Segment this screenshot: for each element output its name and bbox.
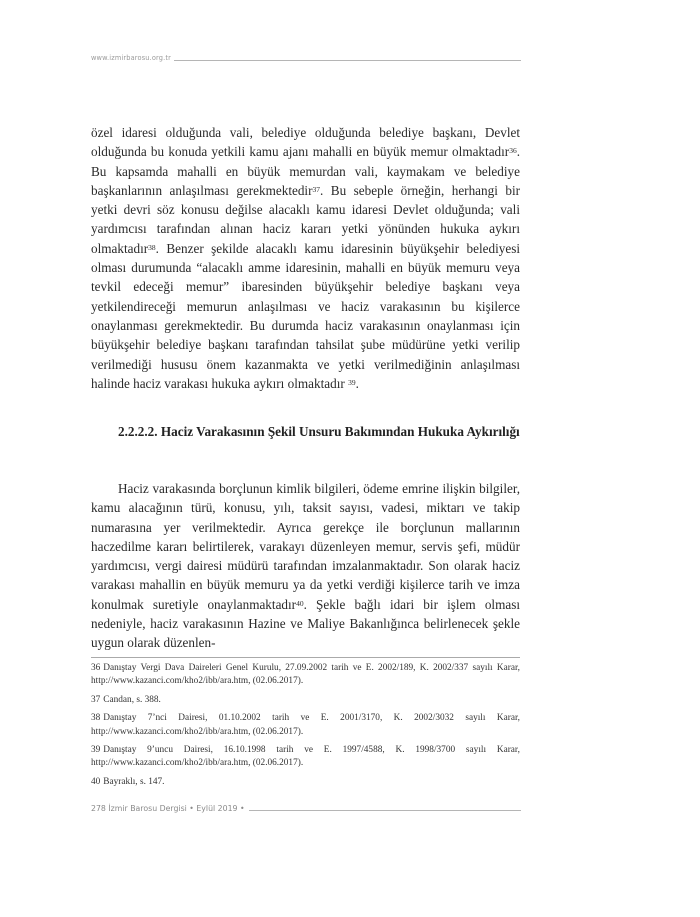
footnote-38 <box>91 712 520 739</box>
text-run: . Bu kapsamda mahalli en büyük memurdan vali, kaymakam ve belediye başkanlarının anlaşılması gerekmektedir <box>91 144 520 198</box>
footnote-ref-39[interactable]: 39 <box>348 377 356 387</box>
page-footer <box>91 805 521 817</box>
text-run: . Bu sebeple örneğin, herhangi bir yetki devri söz konusu değilse alacaklı kamu idaresi Devlet olduğunda; vali yardımcısı tarafından alınan haciz kararı yetki yönünden hukuka aykırı olmaktadır <box>91 182 520 256</box>
footnote-text: Danıştay 9’uncu Dairesi, 16.10.1998 tarih ve E. 1997/4588, K. 1998/3700 sayılı Karar, http://www.kazanci.com/kho2/ibb/ara.htm, (02.06.2017). <box>91 745 520 769</box>
text-run: . Şekle bağlı idari bir işlem olması nedeniyle, haciz varakasının Hazine ve Maliye Bakanlığınca belirlenecek şekle uygun olarak düzenlen- <box>91 596 520 651</box>
footnote-number: 40 <box>91 776 101 787</box>
footer-text: 278 İzmir Barosu Dergisi • Eylül 2019 • <box>91 804 249 813</box>
footnote-36 <box>91 662 520 689</box>
footnotes <box>91 662 520 794</box>
footnote-text: Bayraklı, s. 147. <box>103 776 165 787</box>
footnote-number: 39 <box>91 745 101 756</box>
footnote-rule <box>91 657 520 658</box>
footnote-39 <box>91 744 520 771</box>
footnote-ref-37[interactable]: 37 <box>312 184 320 194</box>
section-heading: 2.2.2.2. Haciz Varakasının Şekil Unsuru Bakımından Hukuka Aykırılığı <box>118 424 520 439</box>
footnote-number: 36 <box>91 663 101 673</box>
footnote-37 <box>91 694 520 707</box>
text-run: . Benzer şekilde alacaklı kamu idaresinin büyükşehir belediyesi olması durumunda “alacaklı amme idaresinin, mahalli en büyük memuru veya tevkil edeceği memur” ibaresinden büyükşehir belediye başkanı veya yetkilendireceği memurun anlaşılması ve haciz varakasının bu kişilerce onaylanması gerekmektedir. Bu durumda haciz varakasının onaylanması için büyükşehir belediye başkanı tarafından tahsilat şube müdürüne yetki verilip verilmediği hususu önem kazanmakta ve yetki verilmediğinin anlaşılması halinde haciz varakası hukuka aykırı olmaktadır <box>91 240 520 391</box>
paragraph-2 <box>91 479 520 653</box>
page-header <box>91 54 521 66</box>
footnote-ref-38[interactable]: 38 <box>148 242 156 252</box>
text-run: Haciz varakasında borçlunun kimlik bilgileri, ödeme emrine ilişkin bilgiler, kamu alacağının türü, konusu, yılı, taksit sayısı, vadesi, miktarı ve takip numarasına yer verilmektedir. Ayrıca gerekçe ile borçlunun mallarının haczedilme kararı belirtilerek, varakayı düzenleyen memur, servis şefi, müdür yardımcısı, vergi dairesi müdürü tarafından imzalanmaktadır. Son olarak haciz varakası mahallin en büyük memuru ya da yetki verdiği kişilerce tarih ve imza konulmak suretiyle onaylanmaktadır <box>91 481 520 612</box>
footnote-ref-36[interactable]: 36 <box>509 146 517 156</box>
footnote-number: 37 <box>91 694 101 705</box>
footnote-text: Candan, s. 388. <box>103 694 161 705</box>
text-run: özel idaresi olduğunda vali, belediye olduğunda belediye başkanı, Devlet olduğunda bu konuda yetkili kamu ajanı mahalli en büyük memur olmaktadır <box>91 125 520 160</box>
footnote-text: Danıştay Vergi Dava Daireleri Genel Kurulu, 27.09.2002 tarih ve E. 2002/189, K. 2002/337 sayılı Karar, http://www.kazanci.com/kho2/ibb/ara.htm, (02.06.2017). <box>91 663 520 687</box>
footnote-40 <box>91 776 520 789</box>
footnote-text: Danıştay 7’nci Dairesi, 01.10.2002 tarih ve E. 2001/3170, K. 2002/3032 sayılı Karar, http://www.kazanci.com/kho2/ibb/ara.htm, (02.06.2017). <box>91 713 520 737</box>
paragraph-1 <box>91 123 520 393</box>
footnote-number: 38 <box>91 713 101 724</box>
text-run: . <box>355 375 359 391</box>
footnote-ref-40[interactable]: 40 <box>296 598 304 608</box>
header-url: www.izmirbarosu.org.tr <box>91 54 174 62</box>
